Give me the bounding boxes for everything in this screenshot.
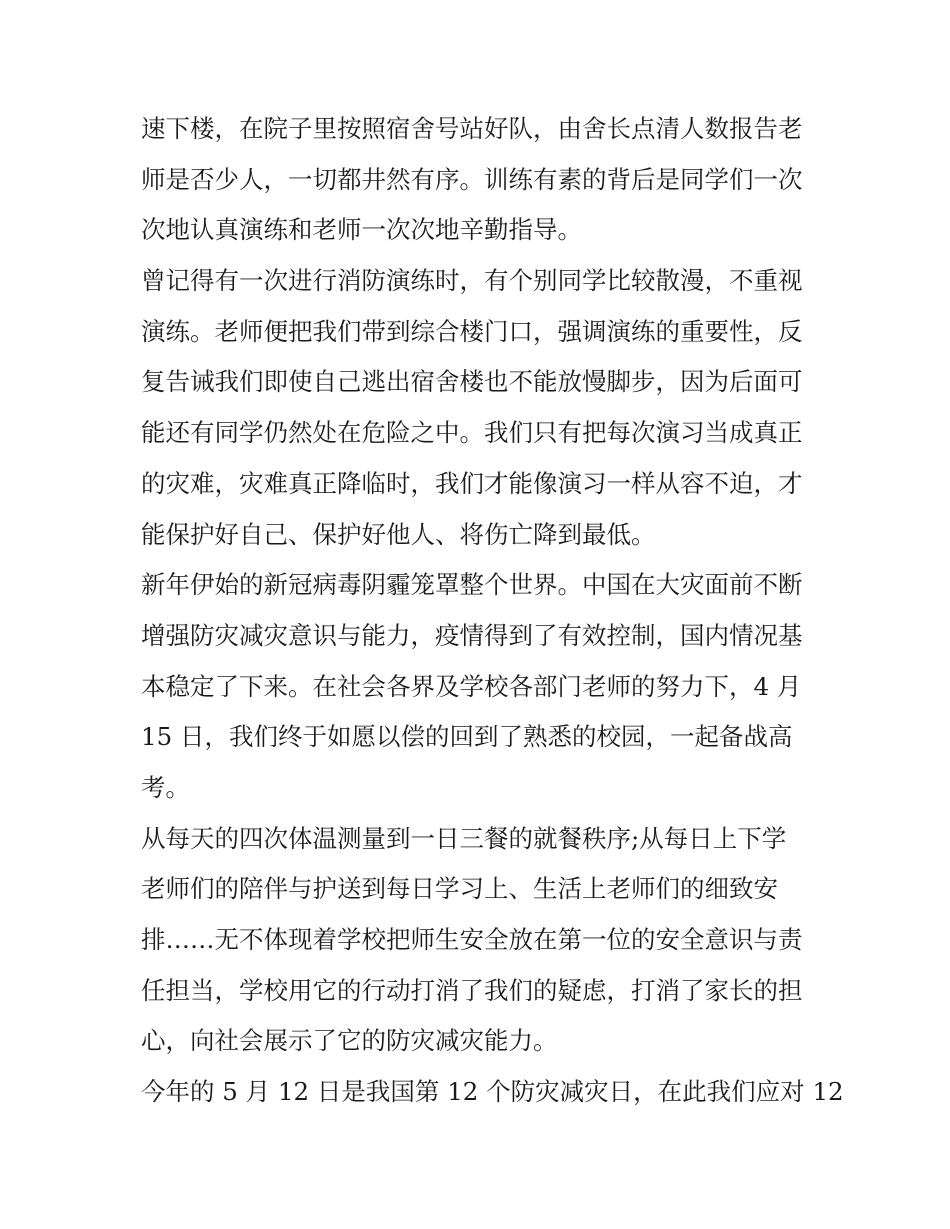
document-body [141,104,844,1118]
text-line: 考。 [141,772,190,802]
text-line: 次地认真演练和老师一次次地辛勤指导。 [141,215,582,245]
text-line: 增强防灾减灾意识与能力，疫情得到了有效控制，国内情况基 [141,620,803,650]
text-line: 能保护好自己、保护好他人、将伤亡降到最低。 [141,519,656,549]
text-line: 曾记得有一次进行消防演练时，有个别同学比较散漫，不重视 [141,266,803,296]
text-line: 新年伊始的新冠病毒阴霾笼罩整个世界。中国在大灾面前不断 [141,570,803,600]
text-line: 15 日，我们终于如愿以偿的回到了熟悉的校园，一起备战高 [141,722,793,752]
text-line: 从每天的四次体温测量到一日三餐的就餐秩序;从每日上下学 [141,823,787,853]
text-line: 师是否少人，一切都井然有序。训练有素的背后是同学们一次 [141,164,803,194]
text-line: 演练。老师便把我们带到综合楼门口，强调演练的重要性，反 [141,316,803,346]
text-line: 任担当，学校用它的行动打消了我们的疑虑，打消了家长的担 [141,975,803,1005]
text-line: 本稳定了下来。在社会各界及学校各部门老师的努力下，4 月 [141,671,802,701]
text-line: 速下楼，在院子里按照宿舍号站好队，由舍长点清人数报告老 [141,114,803,143]
text-line: 排……无不体现着学校把师生安全放在第一位的安全意识与责 [141,925,803,954]
text-line: 今年的 5 月 12 日是我国第 12 个防灾减灾日，在此我们应对 12 [141,1077,844,1107]
text-line: 老师们的陪伴与护送到每日学习上、生活上老师们的细致安 [141,874,778,904]
text-line: 复告诫我们即使自己逃出宿舍楼也不能放慢脚步，因为后面可 [141,367,803,397]
text-line: 的灾难，灾难真正降临时，我们才能像演习一样从容不迫，才 [141,468,803,498]
text-line: 能还有同学仍然处在危险之中。我们只有把每次演习当成真正 [141,418,803,448]
text-line: 心，向社会展示了它的防灾减灾能力。 [141,1026,558,1056]
